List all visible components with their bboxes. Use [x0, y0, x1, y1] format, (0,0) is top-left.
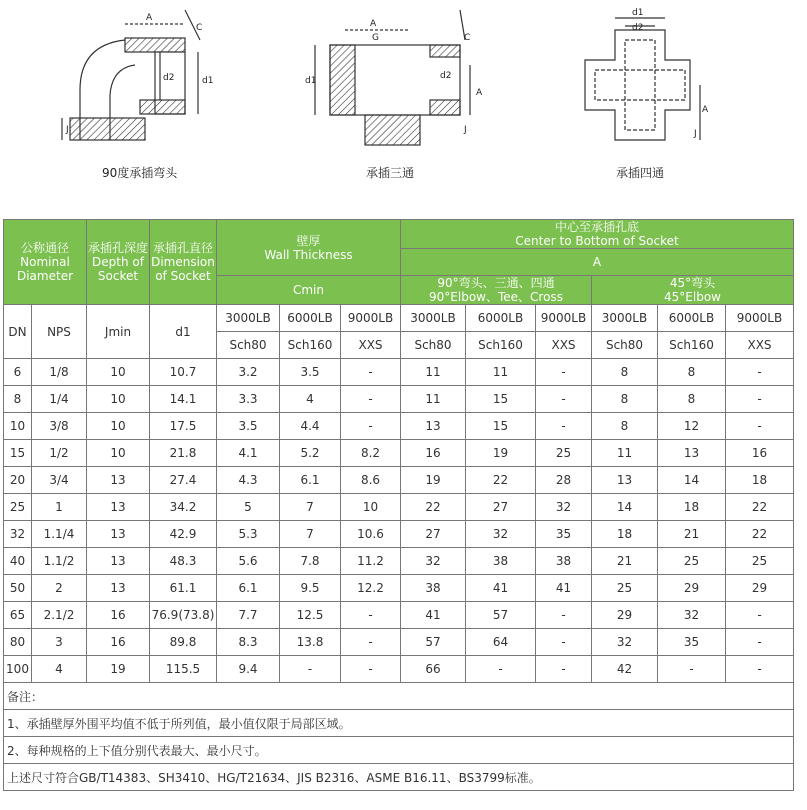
table-cell: 14	[658, 467, 726, 494]
header-lb: 3000LB	[592, 305, 658, 332]
table-cell: 10	[87, 359, 150, 386]
header-lb: 6000LB	[658, 305, 726, 332]
tee-dim-d1: d1	[305, 76, 317, 86]
note-1: 1、承插壁厚外围平均值不低于所列值，最小值仅限于局部区域。	[4, 710, 794, 737]
table-cell: 1/4	[32, 386, 87, 413]
table-cell: 10	[87, 386, 150, 413]
table-cell: 42.9	[150, 521, 217, 548]
header-sch: XXS	[341, 332, 401, 359]
table-cell: 10	[341, 494, 401, 521]
table-cell: 1.1/4	[32, 521, 87, 548]
table-cell: 9.5	[280, 575, 341, 602]
table-cell: 8	[592, 413, 658, 440]
table-cell: 29	[592, 602, 658, 629]
table-cell: 22	[726, 494, 794, 521]
table-cell: 16	[401, 440, 466, 467]
header-sch: Sch160	[658, 332, 726, 359]
table-cell: 57	[466, 602, 536, 629]
table-cell: 29	[726, 575, 794, 602]
table-cell: 1/2	[32, 440, 87, 467]
table-cell: 32	[658, 602, 726, 629]
table-cell: 3.5	[217, 413, 280, 440]
table-cell: 25	[4, 494, 32, 521]
table-cell: 32	[4, 521, 32, 548]
table-cell: 9.4	[217, 656, 280, 683]
table-cell: 12.5	[280, 602, 341, 629]
header-nominal: 公称通径 Nominal Diameter	[4, 220, 87, 305]
table-cell: 14.1	[150, 386, 217, 413]
table-cell: 5.3	[217, 521, 280, 548]
table-cell: 7.7	[217, 602, 280, 629]
header-lb: 3000LB	[401, 305, 466, 332]
table-cell: 48.3	[150, 548, 217, 575]
header-sch: Sch80	[401, 332, 466, 359]
table-cell: 41	[536, 575, 592, 602]
table-cell: 3/8	[32, 413, 87, 440]
table-cell: 8	[592, 386, 658, 413]
table-row	[4, 386, 794, 413]
table-cell: 16	[87, 629, 150, 656]
table-cell: 21	[592, 548, 658, 575]
table-cell: -	[658, 656, 726, 683]
table-cell: 15	[466, 413, 536, 440]
table-cell: 7.8	[280, 548, 341, 575]
table-row	[4, 440, 794, 467]
table-cell: 4.1	[217, 440, 280, 467]
header-cmin: Cmin	[217, 276, 401, 305]
table-cell: 35	[658, 629, 726, 656]
table-cell: 6.1	[280, 467, 341, 494]
table-cell: 7	[280, 521, 341, 548]
table-cell: 16	[87, 602, 150, 629]
table-cell: -	[726, 656, 794, 683]
header-dn: DN	[4, 305, 32, 359]
table-cell: 11	[466, 359, 536, 386]
header-sch: Sch160	[466, 332, 536, 359]
table-cell: 35	[536, 521, 592, 548]
table-cell: 1	[32, 494, 87, 521]
table-cell: 29	[658, 575, 726, 602]
cross-dim-a: A	[702, 105, 709, 115]
table-cell: 15	[4, 440, 32, 467]
table-cell: -	[341, 386, 401, 413]
elbow-dim-c: C	[196, 23, 203, 33]
table-cell: 11	[401, 359, 466, 386]
table-cell: -	[726, 602, 794, 629]
header-elbow90: 90°弯头、三通、四通 90°Elbow、Tee、Cross	[401, 276, 592, 305]
table-cell: -	[726, 629, 794, 656]
table-cell: 1.1/2	[32, 548, 87, 575]
table-cell: 22	[726, 521, 794, 548]
table-cell: 2	[32, 575, 87, 602]
header-sch: Sch80	[217, 332, 280, 359]
diagram-area	[0, 0, 807, 215]
table-cell: 27	[466, 494, 536, 521]
table-cell: 8.2	[341, 440, 401, 467]
table-cell: 41	[401, 602, 466, 629]
header-sch: XXS	[536, 332, 592, 359]
elbow-dim-d1: d1	[202, 76, 214, 86]
table-cell: 12	[658, 413, 726, 440]
table-cell: 32	[592, 629, 658, 656]
header-lb: 9000LB	[536, 305, 592, 332]
table-cell: 20	[4, 467, 32, 494]
table-cell: 38	[466, 548, 536, 575]
table-cell: 10	[87, 440, 150, 467]
table-cell: 13	[87, 575, 150, 602]
table-cell: 8	[658, 386, 726, 413]
table-cell: 3	[32, 629, 87, 656]
table-cell: -	[726, 359, 794, 386]
header-lb: 9000LB	[341, 305, 401, 332]
table-row	[4, 602, 794, 629]
table-cell: 25	[658, 548, 726, 575]
table-cell: 13	[401, 413, 466, 440]
table-cell: 42	[592, 656, 658, 683]
table-cell: 10	[87, 413, 150, 440]
table-cell: 13	[87, 521, 150, 548]
header-lb: 6000LB	[466, 305, 536, 332]
header-elbow45: 45°弯头 45°Elbow	[592, 276, 794, 305]
table-cell: 11	[401, 386, 466, 413]
table-cell: 16	[726, 440, 794, 467]
table-body	[4, 359, 794, 683]
header-dimension: 承插孔直径 Dimension of Socket	[150, 220, 217, 305]
table-row	[4, 413, 794, 440]
table-cell: -	[341, 656, 401, 683]
table-cell: 19	[401, 467, 466, 494]
table-cell: 4	[32, 656, 87, 683]
table-cell: 57	[401, 629, 466, 656]
table-cell: 14	[592, 494, 658, 521]
table-cell: 4	[280, 386, 341, 413]
table-cell: 25	[536, 440, 592, 467]
table-row	[4, 467, 794, 494]
table-cell: 21	[658, 521, 726, 548]
table-cell: 40	[4, 548, 32, 575]
tee-dim-a: A	[370, 19, 377, 29]
tee-dim-a2: A	[476, 88, 483, 98]
table-cell: 32	[401, 548, 466, 575]
table-cell: -	[726, 413, 794, 440]
table-cell: 27.4	[150, 467, 217, 494]
table-cell: 4.3	[217, 467, 280, 494]
table-cell: 34.2	[150, 494, 217, 521]
table-cell: 66	[401, 656, 466, 683]
header-a: A	[401, 249, 794, 276]
table-row	[4, 575, 794, 602]
table-cell: -	[341, 629, 401, 656]
table-cell: 5.6	[217, 548, 280, 575]
table-cell: -	[280, 656, 341, 683]
table-cell: 8.3	[217, 629, 280, 656]
table-cell: 5	[217, 494, 280, 521]
table-cell: 32	[536, 494, 592, 521]
table-cell: 3.3	[217, 386, 280, 413]
header-nps: NPS	[32, 305, 87, 359]
table-cell: 11.2	[341, 548, 401, 575]
table-row	[4, 521, 794, 548]
header-lb: 9000LB	[726, 305, 794, 332]
table-cell: -	[341, 413, 401, 440]
caption-elbow: 90度承插弯头	[102, 166, 178, 180]
table-cell: 38	[401, 575, 466, 602]
table-cell: 22	[401, 494, 466, 521]
tee-dim-j: J	[464, 125, 467, 135]
table-cell: 18	[592, 521, 658, 548]
table-cell: 38	[536, 548, 592, 575]
table-cell: -	[536, 629, 592, 656]
table-cell: 8	[4, 386, 32, 413]
table-cell: 22	[466, 467, 536, 494]
header-center: 中心至承插孔底 Center to Bottom of Socket	[401, 220, 794, 249]
header-jmin: Jmin	[87, 305, 150, 359]
table-cell: 2.1/2	[32, 602, 87, 629]
table-cell: 65	[4, 602, 32, 629]
table-cell: 25	[592, 575, 658, 602]
table-cell: 19	[466, 440, 536, 467]
table-cell: 25	[726, 548, 794, 575]
table-cell: 13	[592, 467, 658, 494]
table-cell: -	[726, 386, 794, 413]
table-cell: 115.5	[150, 656, 217, 683]
table-row	[4, 629, 794, 656]
table-row	[4, 494, 794, 521]
header-d1: d1	[150, 305, 217, 359]
table-cell: 7	[280, 494, 341, 521]
elbow-dim-a: A	[146, 13, 153, 23]
table-cell: 13	[87, 467, 150, 494]
cross-drawing	[585, 18, 700, 140]
table-cell: 100	[4, 656, 32, 683]
header-sch: Sch80	[592, 332, 658, 359]
table-cell: 10.6	[341, 521, 401, 548]
elbow-90-drawing	[62, 10, 203, 140]
table-cell: 10.7	[150, 359, 217, 386]
table-cell: 8.6	[341, 467, 401, 494]
table-cell: 21.8	[150, 440, 217, 467]
cross-dim-d1: d1	[632, 8, 644, 18]
table-cell: 1/8	[32, 359, 87, 386]
elbow-dim-j: J	[66, 125, 69, 135]
table-cell: 50	[4, 575, 32, 602]
table-cell: 41	[466, 575, 536, 602]
table-cell: 13	[87, 548, 150, 575]
table-cell: 8	[592, 359, 658, 386]
table-cell: 11	[592, 440, 658, 467]
caption-cross: 承插四通	[616, 166, 665, 180]
table-cell: -	[466, 656, 536, 683]
header-sch: XXS	[726, 332, 794, 359]
table-row	[4, 656, 794, 683]
table-cell: 18	[726, 467, 794, 494]
elbow-dim-d2: d2	[163, 73, 175, 83]
table-cell: -	[536, 386, 592, 413]
table-cell: -	[536, 656, 592, 683]
table-cell: 6	[4, 359, 32, 386]
table-cell: 18	[658, 494, 726, 521]
header-depth: 承插孔深度 Depth of Socket	[87, 220, 150, 305]
table-cell: 80	[4, 629, 32, 656]
table-cell: 13	[87, 494, 150, 521]
table-cell: 3.2	[217, 359, 280, 386]
note-standards: 上述尺寸符合GB/T14383、SH3410、HG/T21634、JIS B2316、ASME B16.11、BS3799标准。	[4, 764, 794, 791]
header-lb: 3000LB	[217, 305, 280, 332]
table-cell: -	[341, 359, 401, 386]
fittings-drawings	[0, 0, 807, 215]
table-row	[4, 359, 794, 386]
cross-dim-d2: d2	[632, 23, 644, 33]
table-cell: 13.8	[280, 629, 341, 656]
table-cell: 15	[466, 386, 536, 413]
table-cell: 19	[87, 656, 150, 683]
tee-dim-g: G	[372, 33, 379, 43]
table-cell: -	[536, 602, 592, 629]
table-cell: 76.9(73.8)	[150, 602, 217, 629]
tee-dim-d2: d2	[440, 71, 452, 81]
header-lb: 6000LB	[280, 305, 341, 332]
table-cell: 64	[466, 629, 536, 656]
table-cell: -	[536, 413, 592, 440]
table-cell: 61.1	[150, 575, 217, 602]
table-cell: 27	[401, 521, 466, 548]
table-cell: 10	[4, 413, 32, 440]
spec-table	[3, 219, 794, 791]
table-cell: 5.2	[280, 440, 341, 467]
table-cell: 3/4	[32, 467, 87, 494]
table-cell: 28	[536, 467, 592, 494]
header-wall: 壁厚 Wall Thickness	[217, 220, 401, 276]
table-cell: 6.1	[217, 575, 280, 602]
cross-dim-j: J	[694, 129, 697, 139]
table-cell: 89.8	[150, 629, 217, 656]
table-cell: -	[341, 602, 401, 629]
table-cell: 4.4	[280, 413, 341, 440]
table-row	[4, 548, 794, 575]
table-cell: 17.5	[150, 413, 217, 440]
table-cell: 8	[658, 359, 726, 386]
note-title: 备注：	[4, 683, 794, 710]
table-cell: 32	[466, 521, 536, 548]
header-sch: Sch160	[280, 332, 341, 359]
note-2: 2、每种规格的上下值分别代表最大、最小尺寸。	[4, 737, 794, 764]
table-cell: 13	[658, 440, 726, 467]
caption-tee: 承插三通	[366, 166, 415, 180]
tee-dim-c: C	[464, 33, 471, 43]
table-cell: -	[536, 359, 592, 386]
table-cell: 3.5	[280, 359, 341, 386]
table-cell: 12.2	[341, 575, 401, 602]
